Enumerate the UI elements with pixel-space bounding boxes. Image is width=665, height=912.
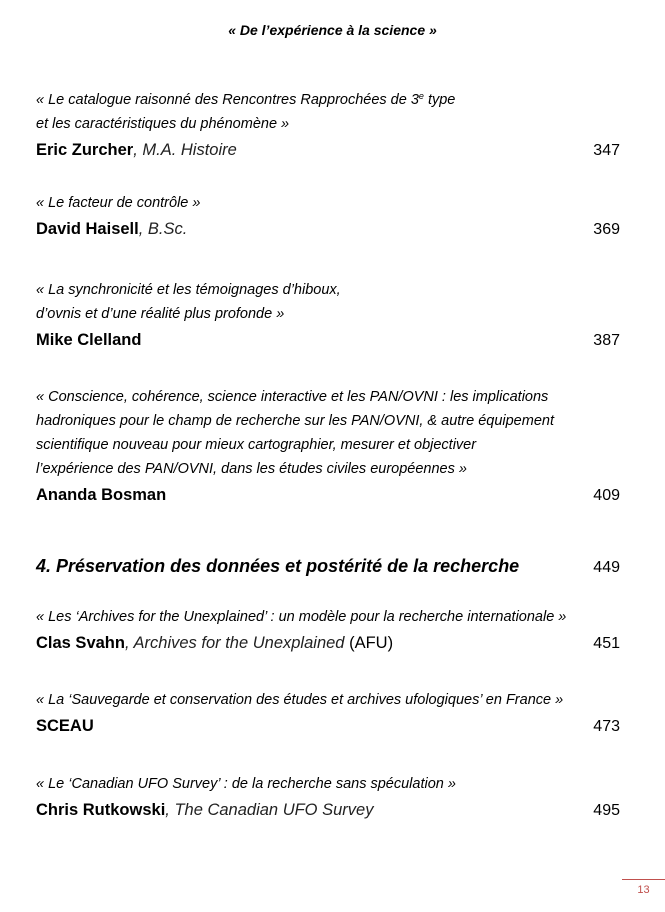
author-name: SCEAU xyxy=(36,717,94,735)
page-title: « De l’expérience à la science » xyxy=(228,22,437,38)
entry-title-line: « Le facteur de contrôle » xyxy=(36,195,201,211)
author-name: Ananda Bosman xyxy=(36,486,167,504)
section-row xyxy=(36,556,620,577)
author-block xyxy=(36,797,373,823)
author-block xyxy=(36,482,166,508)
entry-title-line: « Les ‘Archives for the Unexplained’ : un modèle pour la recherche internationale » xyxy=(36,609,567,625)
author-row xyxy=(36,482,620,509)
author-affiliation: , B.Sc. xyxy=(138,220,188,238)
author-row xyxy=(36,713,620,740)
author-affiliation-abbrev: (AFU) xyxy=(344,634,394,652)
author-name: David Haisell xyxy=(36,220,139,238)
author-block xyxy=(36,137,237,163)
entry-title-line: « Le ‘Canadian UFO Survey’ : de la recherche sans spéculation » xyxy=(36,776,456,792)
page-number: 495 xyxy=(593,802,620,819)
footer-page-number: 13 xyxy=(637,884,650,896)
entry-title-line: « Conscience, cohérence, science interactive et les PAN/OVNI : les implications xyxy=(36,389,549,405)
entry-title-line: et les caractéristiques du phénomène » xyxy=(36,116,290,132)
author-block xyxy=(36,713,94,739)
toc-entry-haisell xyxy=(36,191,620,243)
entry-title-line: d’ovnis et d’une réalité plus profonde » xyxy=(36,306,285,322)
author-name: Clas Svahn xyxy=(36,634,125,652)
toc-entry-sceau xyxy=(36,688,620,740)
page-number: 347 xyxy=(593,142,620,159)
author-row xyxy=(36,797,620,824)
author-block xyxy=(36,630,393,656)
entry-title-line: « La ‘Sauvegarde et conservation des études et archives ufologiques’ en France » xyxy=(36,692,564,708)
entry-title-line: « Le catalogue raisonné des Rencontres Rapprochées de 3e type xyxy=(36,91,456,108)
toc-entry-rutkowski xyxy=(36,772,620,824)
section-page-number: 449 xyxy=(593,559,620,576)
page-number: 409 xyxy=(593,487,620,504)
author-affiliation: , The Canadian UFO Survey xyxy=(165,801,374,819)
page-number: 451 xyxy=(593,635,620,652)
page-number: 369 xyxy=(593,221,620,238)
author-row xyxy=(36,630,620,657)
footer-rule xyxy=(622,879,665,880)
author-block xyxy=(36,216,187,242)
author-row xyxy=(36,327,620,354)
author-row xyxy=(36,137,620,164)
author-affiliation: , Archives for the Unexplained xyxy=(124,634,345,652)
author-affiliation: , M.A. Histoire xyxy=(133,141,237,159)
section-heading: 4. Préservation des données et postérité de la recherche xyxy=(36,556,520,576)
page-number: 387 xyxy=(593,332,620,349)
entry-title-line: l’expérience des PAN/OVNI, dans les études civiles européennes » xyxy=(36,461,467,477)
entry-title-line: scientifique nouveau pour mieux cartographier, mesurer et objectiver xyxy=(36,437,477,453)
toc-entry-bosman xyxy=(36,385,620,509)
author-name: Mike Clelland xyxy=(36,331,142,349)
author-row xyxy=(36,216,620,243)
entry-title-line: « La synchronicité et les témoignages d’hiboux, xyxy=(36,282,341,298)
toc-entry-svahn xyxy=(36,605,620,657)
author-name: Eric Zurcher xyxy=(36,141,134,159)
author-block xyxy=(36,327,141,353)
toc-entry-clelland xyxy=(36,278,620,354)
entry-title-line: hadroniques pour le champ de recherche sur les PAN/OVNI, & autre équipement xyxy=(36,413,554,429)
page-number: 473 xyxy=(593,718,620,735)
toc-entry-zurcher xyxy=(36,88,620,164)
author-name: Chris Rutkowski xyxy=(36,801,166,819)
